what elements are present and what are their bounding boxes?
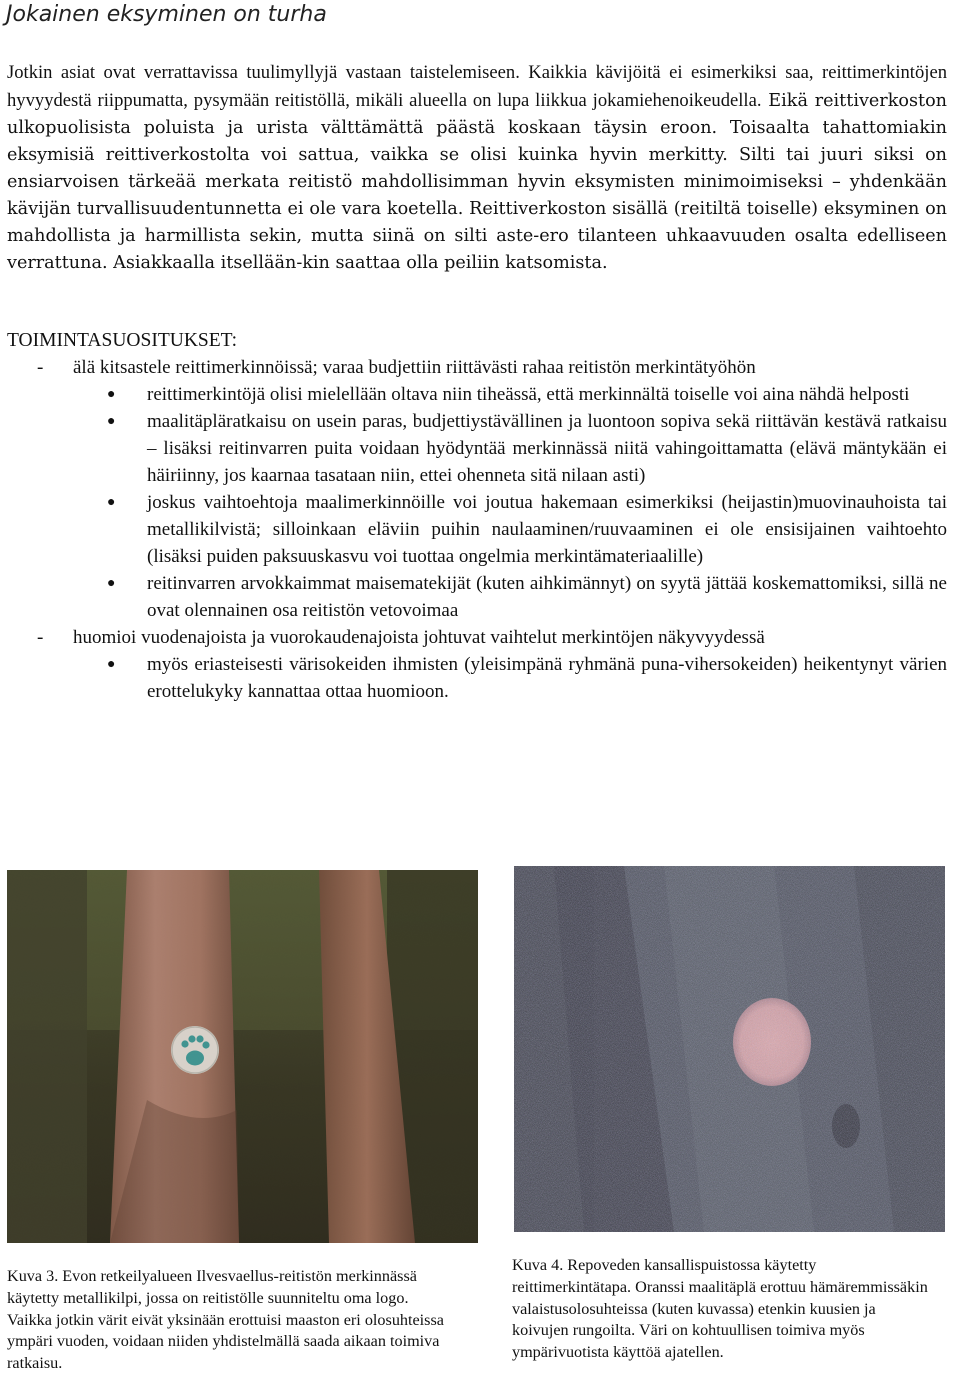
section-heading: TOIMINTASUOSITUKSET:: [7, 330, 238, 351]
bullet-icon: ●: [107, 387, 116, 402]
caption-figure-4: Kuva 4. Repoveden kansallispuistossa käytetty reittimerkintätapa. Oranssi maalitäplä erottuu hämäremmissäkin valaistusolosuhteissa (kuten kuvassa) etenkin kuusien ja koivujen rungoilta. Väri on kohtuullisen toimiva myös ympärivuotista käyttöä ajatellen.: [512, 1256, 928, 1362]
bullet-text: joskus vaihtoehtoja maalimerkinnöille voi joutua hakemaan esimerkiksi (heijastin)muovinauhoista tai metallikilvistä; silloinkaan eläviin puihin naulaaminen/ruuvaaminen ei ole ensisijainen vaihtoehto (lisäksi puiden paksuuskasvu voi tuottaa ongelmia merkintämateriaalille): [147, 492, 947, 567]
bullet-icon: ●: [107, 495, 116, 510]
bullet-item: [7, 489, 947, 570]
bullet-item: [7, 381, 947, 408]
bullet-item: [7, 651, 947, 705]
bullet-text: reittimerkintöjä olisi mielellään oltava niin tiheässä, että merkinnältä toiselle voi aina nähdä helposti: [147, 384, 910, 405]
bullet-icon: ●: [107, 576, 116, 591]
bullet-item: [7, 570, 947, 624]
page-title: Jokainen eksyminen on turha: [6, 2, 327, 27]
dash-item-text: älä kitsastele reittimerkinnöissä; varaa budjettiin riittävästi rahaa reitistön merkintätyöhön: [73, 357, 756, 378]
dash-marker: -: [37, 357, 44, 378]
lead-text-part1: Jotkin asiat ovat verrattavissa tuulimyllyjä vastaan taistelemiseen. Kaikkia kävijöitä ei esimerkiksi saa, reittimerkintöjen hyvyydestä riippumatta, pysymään reitistöllä, mikäli alueella on lupa liikkua jokamiehenoikeudella.: [7, 62, 947, 111]
paint-dot-image: [514, 866, 945, 1232]
bullet-text: reitinvarren arvokkaimmat maisematekijät (kuten aihkimännyt) on syytä jättää koskemattomiksi, sillä ne ovat olennainen osa reitistön vetovoimaa: [147, 573, 947, 621]
metal-sign-image: [7, 870, 478, 1243]
bullet-text: maalitäpläratkaisu on usein paras, budjettiystävällinen ja luontoon sopiva sekä riittävän kestävä ratkaisu – lisäksi reitinvarren puita voidaan hyödyntää merkinnässä niitä vahingoittamatta (elävä mäntykään ei häiriinny, jos kaarnaa tasataan niin, ettei ohenneta sitä nilaan asti): [147, 411, 947, 486]
dash-item-text: huomioi vuodenajoista ja vuorokaudenajoista johtuvat vaihtelut merkintöjen näkyvyydessä: [73, 627, 765, 648]
recommendations-list: [7, 354, 947, 705]
photo-paint-dot: [514, 866, 945, 1232]
caption-figure-3: Kuva 3. Evon retkeilyalueen Ilvesvaellus-reitistön merkinnässä käytetty metallikilpi, jossa on reitistölle suunniteltu oma logo. Vaikka jotkin värit eivät yksinään erottuisi maaston eri olosuhteissa ympäri vuoden, voidaan niiden yhdistelmällä saada aikaan toimiva ratkaisu.: [7, 1267, 444, 1373]
dash-item: [7, 354, 947, 381]
photo-metal-sign: [7, 870, 478, 1243]
dash-marker: -: [37, 627, 44, 648]
lead-text-part2: Eikä reittiverkoston ulkopuolisista poluista ja urista välttämättä päästä koskaan täysin eroon. Toisaalta tahattomiakin eksymisiä reittiverkostolta voi sattua, vaikka se olisi kuinka hyvin merkitty. Silti tai juuri siksi on ensiarvoisen tärkeää merkata reitistö mahdollisimman hyvin eksymisten minimoimiseksi – yhdenkään kävijän turvallisuudentunnetta ei ole vara koetella. Reittiverkoston sisällä (reitiltä toiselle) eksyminen on mahdollista ja harmillista sekin, mutta siinä on silti aste-ero tilanteen uhkaavuuden osalta edelliseen verrattuna. Asiakkaalla itsellään-kin saattaa olla peiliin katsomista.: [7, 91, 947, 273]
bullet-icon: ●: [107, 414, 116, 429]
bullet-icon: ●: [107, 657, 116, 672]
bullet-item: [7, 408, 947, 489]
dash-item: [7, 624, 947, 651]
lead-paragraph: [7, 59, 947, 277]
bullet-text: myös eriasteisesti värisokeiden ihmisten (yleisimpänä ryhmänä puna-vihersokeiden) heikentynyt värien erottelukyky kannattaa ottaa huomioon.: [147, 654, 947, 702]
